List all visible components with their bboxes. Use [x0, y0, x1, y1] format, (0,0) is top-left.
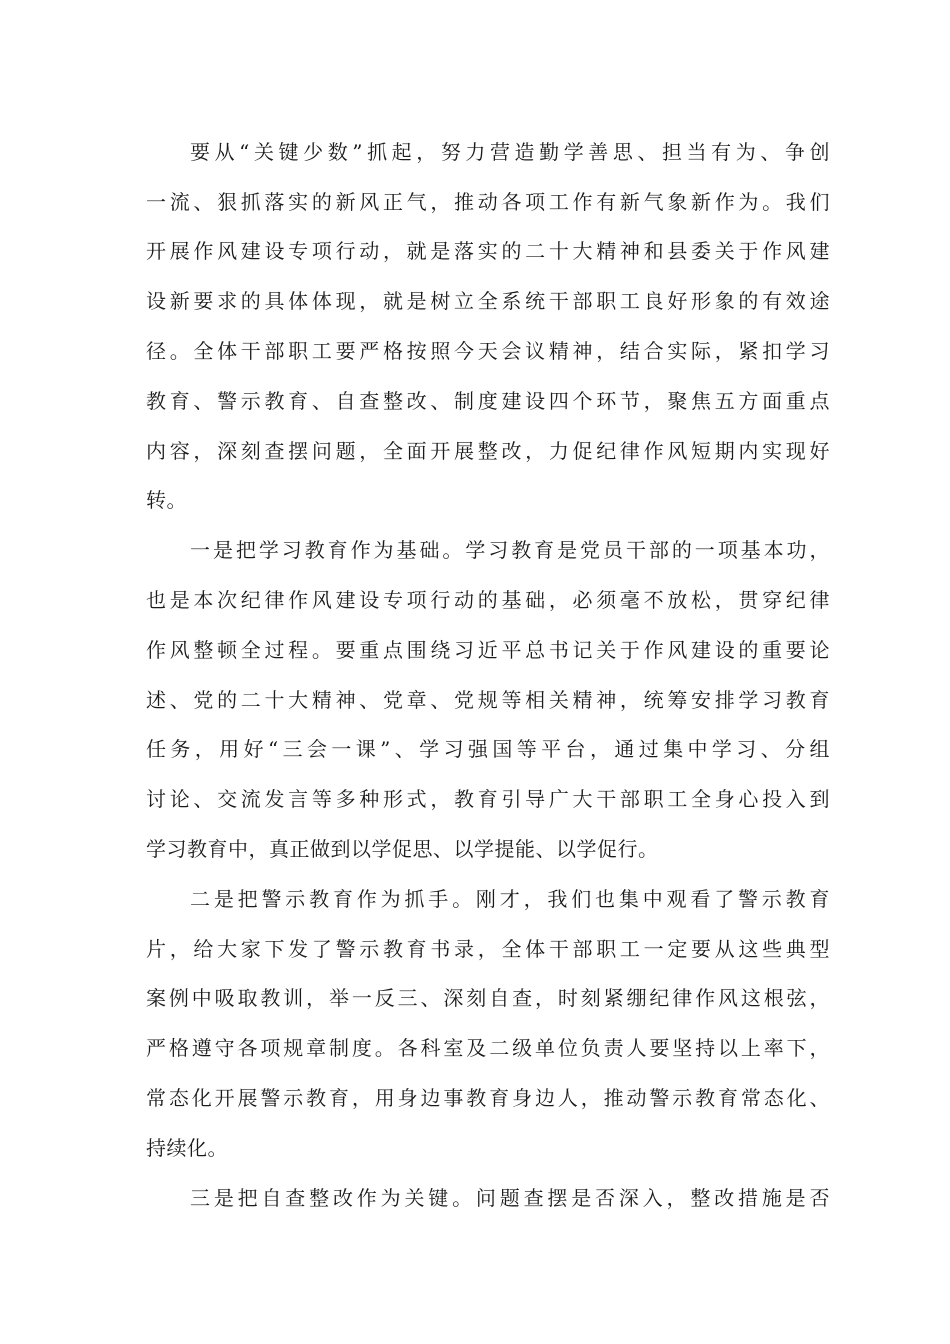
paragraph-line: 三是把自查整改作为关键。问题查摆是否深入，整改措施是否 [190, 1186, 830, 1210]
paragraph-line: 二是把警示教育作为抓手。刚才，我们也集中观看了警示教育 [190, 887, 830, 911]
paragraph-line: 任务，用好“三会一课”、学习强国等平台，通过集中学习、分组 [146, 737, 830, 761]
paragraph-line: 也是本次纪律作风建设专项行动的基础，必须毫不放松，贯穿纪律 [146, 588, 830, 612]
paragraph-line: 讨论、交流发言等多种形式，教育引导广大干部职工全身心投入到 [146, 787, 830, 811]
paragraph-line: 案例中吸取教训，举一反三、深刻自查，时刻紧绷纪律作风这根弦， [146, 986, 830, 1010]
paragraph-line: 持续化。 [146, 1136, 228, 1160]
paragraph-line: 一是把学习教育作为基础。学习教育是党员干部的一项基本功， [190, 538, 830, 562]
paragraph-line: 要从“关键少数”抓起，努力营造勤学善思、担当有为、争创 [190, 140, 830, 164]
paragraph-line: 述、党的二十大精神、党章、党规等相关精神，统筹安排学习教育 [146, 688, 830, 712]
paragraph-line: 径。全体干部职工要严格按照今天会议精神，结合实际，紧扣学习 [146, 339, 830, 363]
paragraph-line: 内容，深刻查摆问题，全面开展整改，力促纪律作风短期内实现好 [146, 439, 830, 463]
paragraph-line: 一流、狠抓落实的新风正气，推动各项工作有新气象新作为。我们 [146, 190, 830, 214]
paragraph-line: 开展作风建设专项行动，就是落实的二十大精神和县委关于作风建 [146, 239, 830, 263]
paragraph-line: 学习教育中，真正做到以学促思、以学提能、以学促行。 [146, 837, 659, 861]
paragraph-line: 转。 [146, 488, 187, 512]
paragraph-line: 片，给大家下发了警示教育书录，全体干部职工一定要从这些典型 [146, 937, 830, 961]
paragraph-line: 作风整顿全过程。要重点围绕习近平总书记关于作风建设的重要论 [146, 638, 830, 662]
paragraph-line: 常态化开展警示教育，用身边事教育身边人，推动警示教育常态化、 [146, 1086, 830, 1110]
paragraph-line: 教育、警示教育、自查整改、制度建设四个环节，聚焦五方面重点 [146, 389, 830, 413]
paragraph-line: 严格遵守各项规章制度。各科室及二级单位负责人要坚持以上率下， [146, 1036, 830, 1060]
paragraph-line: 设新要求的具体体现，就是树立全系统干部职工良好形象的有效途 [146, 289, 830, 313]
